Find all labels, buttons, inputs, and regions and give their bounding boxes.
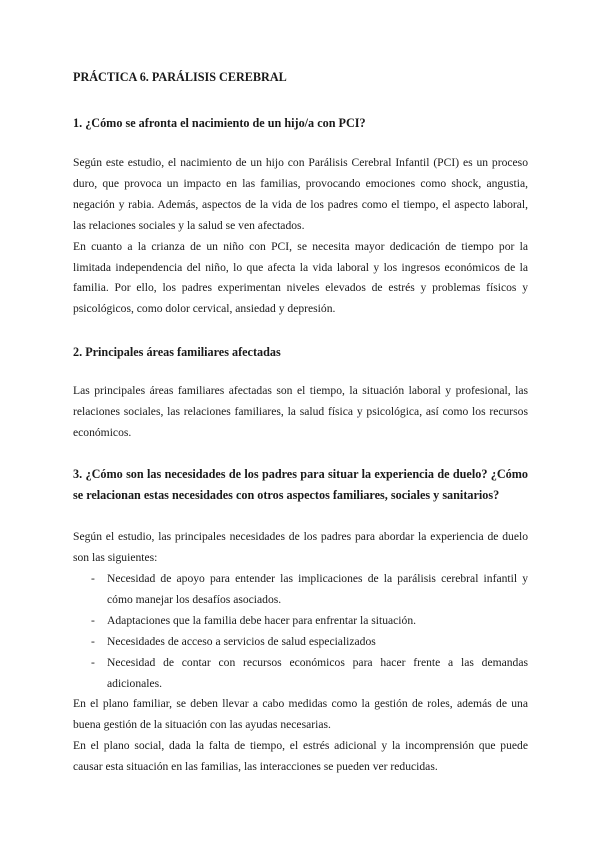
section-1-paragraph-1: Según este estudio, el nacimiento de un hijo con Parálisis Cerebral Infantil (PCI) es un proceso duro, que provoca un impacto en las familias, provocando emociones como shock, angustia, negación y rabia. Además, aspectos de la vida de los padres como el tiempo, el aspecto laboral, las relaciones sociales y la salud se ven afectados. bbox=[73, 156, 528, 232]
section-3-paragraph-1: En el plano familiar, se deben llevar a cabo medidas como la gestión de roles, además de una buena gestión de la situación con las ayudas necesarias. bbox=[73, 697, 528, 731]
list-bullet: - bbox=[91, 655, 95, 669]
section-3-heading: 3. ¿Cómo son las necesidades de los padres para situar la experiencia de duelo? ¿Cómo se relacionan estas necesidades con otros aspectos familiares, sociales y sanitarios? bbox=[73, 467, 528, 502]
section-2-paragraph-1: Las principales áreas familiares afectadas son el tiempo, la situación laboral y profesional, las relaciones sociales, las relaciones familiares, la salud física y psicológica, así como los recursos económicos. bbox=[73, 384, 528, 439]
list-item-text: Adaptaciones que la familia debe hacer para enfrentar la situación. bbox=[107, 613, 417, 627]
list-item-text: Necesidades de acceso a servicios de salud especializados bbox=[107, 634, 376, 648]
list-item bbox=[73, 569, 528, 611]
list-item-text: Necesidad de apoyo para entender las implicaciones de la parálisis cerebral infantil y cómo manejar los desafíos asociados. bbox=[107, 572, 528, 606]
list-bullet: - bbox=[91, 572, 95, 585]
section-1-body bbox=[73, 153, 528, 320]
document-page bbox=[73, 0, 528, 848]
list-bullet: - bbox=[91, 613, 95, 627]
list-item-text: Necesidad de contar con recursos económicos para hacer frente a las demandas adicionales. bbox=[107, 655, 528, 690]
section-3-closing bbox=[73, 694, 528, 778]
needs-list bbox=[73, 569, 528, 694]
section-1-heading: 1. ¿Cómo se afronta el nacimiento de un hijo/a con PCI? bbox=[73, 116, 366, 130]
section-3-intro bbox=[73, 527, 528, 569]
section-2-heading: 2. Principales áreas familiares afectadas bbox=[73, 345, 281, 359]
list-item bbox=[73, 611, 528, 632]
section-1-paragraph-2: En cuanto a la crianza de un niño con PCI, se necesita mayor dedicación de tiempo por la limitada independencia del niño, lo que afecta la vida laboral y los ingresos económicos de la familia. Por ello, los padres experimentan niveles elevados de estrés y problemas físicos y psicológicos, como dolor cervical, ansiedad y depresión. bbox=[73, 239, 528, 316]
list-bullet: - bbox=[91, 634, 95, 648]
section-3-paragraph-2: En el plano social, dada la falta de tiempo, el estrés adicional y la incomprensión que puede causar esta situación en las familias, las interacciones se pueden ver reducidas. bbox=[73, 738, 528, 773]
section-2-body bbox=[73, 381, 528, 444]
list-item bbox=[73, 653, 528, 695]
section-3-intro-text: Según el estudio, las principales necesidades de los padres para abordar la experiencia de duelo son las siguientes: bbox=[73, 530, 528, 564]
document-title: PRÁCTICA 6. PARÁLISIS CEREBRAL bbox=[73, 70, 287, 84]
list-item bbox=[73, 632, 528, 653]
